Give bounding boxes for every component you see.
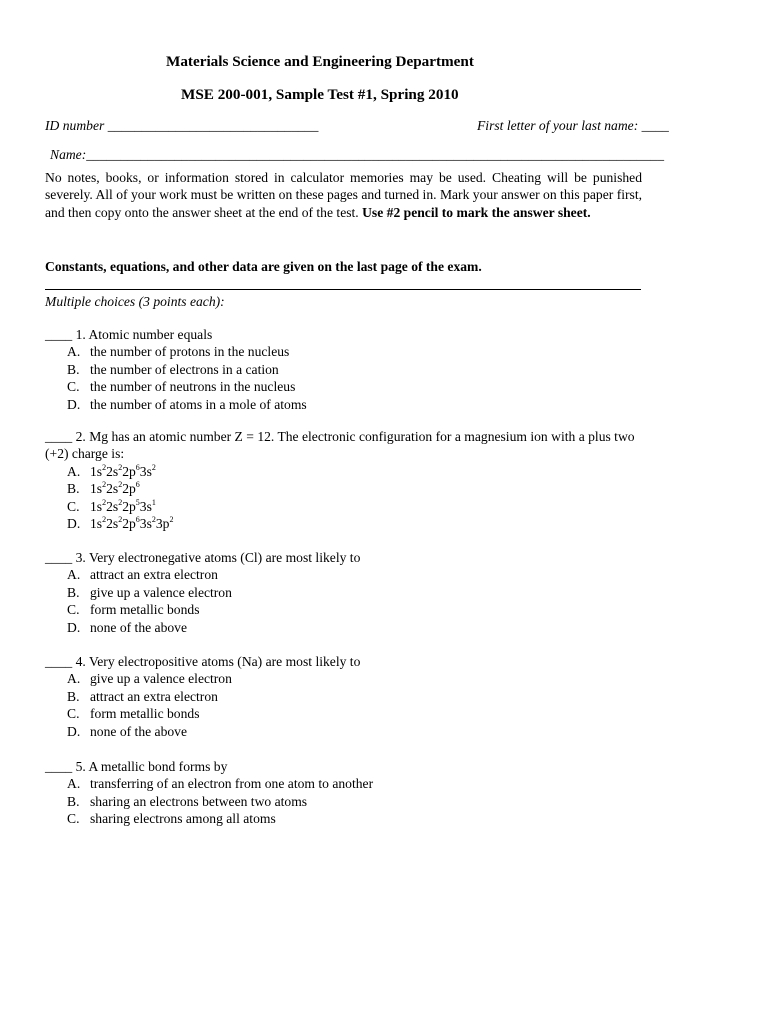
answer-blank[interactable]: ____ (45, 429, 73, 444)
option-text: attract an extra electron (90, 567, 218, 583)
option-d[interactable] (45, 515, 637, 532)
option-label: C. (67, 811, 80, 827)
option-text: the number of protons in the nucleus (90, 344, 290, 360)
pencil-note: Use #2 pencil to mark the answer sheet. (362, 204, 591, 220)
option-label: D. (67, 396, 81, 412)
option-label: D. (67, 516, 81, 532)
option-label: B. (67, 793, 80, 809)
option-label: A. (67, 567, 81, 583)
option-text: sharing electrons among all atoms (90, 811, 276, 827)
option-label: B. (67, 584, 80, 600)
constants-note: Constants, equations, and other data are given on the last page of the exam. (45, 259, 482, 274)
option-label: C. (67, 706, 80, 722)
option-a[interactable] (45, 775, 645, 792)
question-1 (45, 326, 645, 413)
option-text: transferring of an electron from one atom to another (90, 776, 374, 792)
question-number: 4. (75, 654, 86, 669)
question-4 (45, 653, 645, 740)
option-label: B. (67, 481, 80, 497)
question-stem (45, 428, 637, 463)
option-d[interactable] (45, 396, 645, 413)
option-label: D. (67, 619, 81, 635)
question-number: 3. (75, 550, 86, 565)
option-text: none of the above (90, 619, 188, 635)
course-title: MSE 200-001, Sample Test #1, Spring 2010 (181, 86, 459, 103)
id-number-field[interactable] (45, 117, 318, 134)
configuration-formula: $1s^22s^22p^63s^2$ (90, 462, 156, 479)
option-c[interactable] (45, 601, 645, 618)
option-b[interactable] (45, 688, 645, 705)
name-blank[interactable]: _____________________________________________________________________________________ (86, 147, 664, 162)
question-2 (45, 428, 637, 532)
answer-blank[interactable]: ____ (45, 550, 73, 565)
option-list (45, 463, 637, 533)
last-initial-label: First letter of your last name: (477, 118, 639, 133)
option-label: B. (67, 361, 80, 377)
question-text: Mg has an atomic number Z = 12. The electronic configuration for a magnesium ion with a plus two (+2) charge is: (45, 429, 635, 462)
option-b[interactable] (45, 793, 645, 810)
option-list (45, 670, 645, 740)
configuration-formula: $1s^22s^22p^63s^23p^2$ (90, 515, 174, 532)
option-text: the number of neutrons in the nucleus (90, 379, 296, 395)
option-text: sharing an electrons between two atoms (90, 793, 308, 809)
id-number-blank[interactable]: _______________________________ (107, 118, 319, 133)
question-stem (45, 326, 645, 343)
option-label: D. (67, 723, 81, 739)
option-label: A. (67, 776, 81, 792)
option-label: C. (67, 379, 80, 395)
option-c[interactable] (45, 498, 637, 515)
option-text: form metallic bonds (90, 602, 200, 618)
option-list (45, 343, 645, 413)
question-number: 5. (75, 759, 86, 774)
option-a[interactable] (45, 566, 645, 583)
option-label: B. (67, 688, 80, 704)
answer-blank[interactable]: ____ (45, 327, 73, 342)
configuration-formula: $1s^22s^22p^6$ (90, 480, 140, 497)
instructions-paragraph (45, 169, 642, 221)
option-list (45, 775, 645, 827)
question-text: Very electronegative atoms (Cl) are most likely to (88, 550, 361, 565)
option-a[interactable] (45, 670, 645, 687)
option-d[interactable] (45, 723, 645, 740)
option-label: A. (67, 344, 81, 360)
answer-blank[interactable]: ____ (45, 759, 73, 774)
option-c[interactable] (45, 705, 645, 722)
question-stem (45, 549, 645, 566)
option-text: none of the above (90, 723, 188, 739)
instructions-text: No notes, books, or information stored in calculator memories may be used. Cheating will be punished severely. All of your work must be written on these pages and turned in. Mark your answer on this paper first, and then copy onto the answer sheet at the end of the test. (45, 170, 642, 220)
option-text: give up a valence electron (90, 671, 232, 687)
section-title: Multiple choices (3 points each): (45, 294, 225, 309)
option-c[interactable] (45, 378, 645, 395)
option-text: form metallic bonds (90, 706, 200, 722)
department-title: Materials Science and Engineering Department (166, 53, 474, 70)
option-text: the number of atoms in a mole of atoms (90, 396, 307, 412)
question-5 (45, 758, 645, 828)
question-number: 2. (75, 429, 86, 444)
option-label: A. (67, 671, 81, 687)
last-initial-field[interactable] (477, 117, 669, 134)
option-b[interactable] (45, 584, 645, 601)
id-number-label: ID number (45, 118, 105, 133)
option-label: C. (67, 602, 80, 618)
question-number: 1. (75, 327, 86, 342)
option-label: C. (67, 498, 80, 514)
question-text: Very electropositive atoms (Na) are most likely to (88, 654, 361, 669)
last-initial-blank[interactable]: ____ (641, 118, 669, 133)
option-c[interactable] (45, 810, 645, 827)
question-stem (45, 653, 645, 670)
option-a[interactable] (45, 463, 637, 480)
option-d[interactable] (45, 619, 645, 636)
option-text: give up a valence electron (90, 584, 232, 600)
option-text: the number of electrons in a cation (90, 361, 279, 377)
question-text: A metallic bond forms by (88, 759, 228, 774)
question-text: Atomic number equals (88, 327, 213, 342)
section-divider (45, 289, 641, 290)
option-list (45, 566, 645, 636)
configuration-formula: $1s^22s^22p^53s^1$ (90, 497, 156, 514)
option-label: A. (67, 463, 81, 479)
option-b[interactable] (45, 480, 637, 497)
answer-blank[interactable]: ____ (45, 654, 73, 669)
name-label: Name: (50, 147, 87, 162)
question-stem (45, 758, 645, 775)
option-text: attract an extra electron (90, 688, 218, 704)
option-a[interactable] (45, 343, 645, 360)
name-field[interactable] (50, 146, 664, 163)
question-3 (45, 549, 645, 636)
option-b[interactable] (45, 361, 645, 378)
